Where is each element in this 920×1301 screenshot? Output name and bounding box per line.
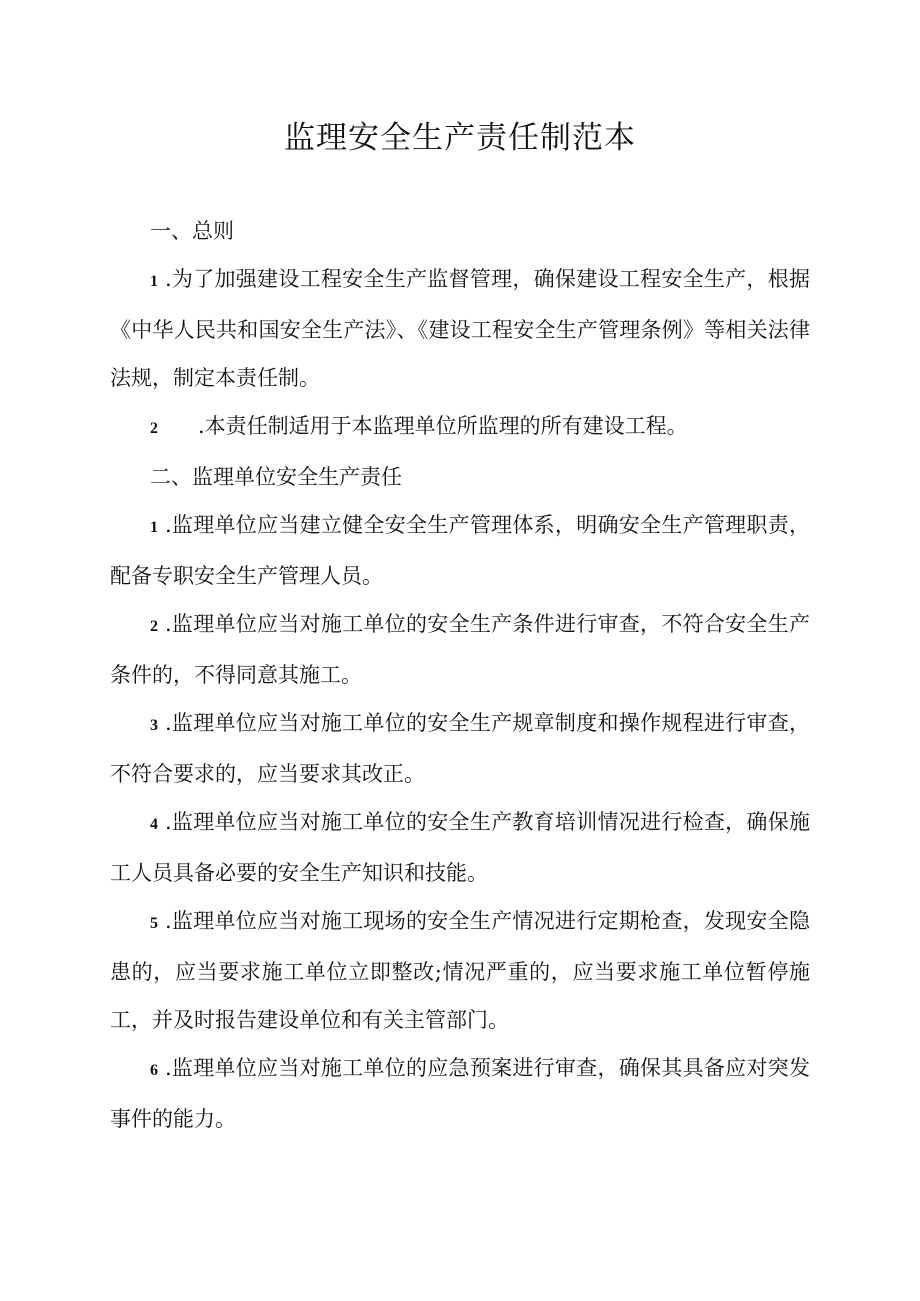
clause-text: .本责任制适用于本监理单位所监理的所有建设工程。	[198, 414, 688, 438]
clause-number: 2	[150, 618, 158, 635]
clause-2-3	[110, 699, 810, 798]
document-body	[110, 207, 810, 1143]
clause-2-1	[110, 501, 810, 600]
clause-text: .监理单位应当对施工现场的安全生产情况进行定期枪查，发现安全隐患的，应当要求施工单位立即整改;情况严重的，应当要求施工单位暂停施工，并及时报告建设单位和有关主管部门。	[110, 909, 810, 1032]
clause-number: 2	[150, 420, 158, 437]
clause-number: 1	[150, 273, 158, 290]
section-heading-general: 一、总则	[150, 219, 234, 243]
clause-number: 6	[150, 1062, 158, 1079]
clause-2-4	[110, 798, 810, 897]
clause-number: 5	[150, 915, 158, 932]
clause-text: .监理单位应当对施工单位的安全生产规章制度和操作规程进行审查，不符合要求的，应当要求其改正。	[110, 711, 810, 786]
clause-text: .监理单位应当对施工单位的安全生产条件进行审查，不符合安全生产条件的，不得同意其施工。	[110, 612, 810, 687]
clause-number: 4	[150, 816, 158, 833]
clause-text: .监理单位应当对施工单位的安全生产教育培训情况进行检查，确保施工人员具备必要的安全生产知识和技能。	[110, 810, 810, 885]
document-title: 监理安全生产责任制范本	[284, 120, 636, 156]
clause-text: .监理单位应当建立健全安全生产管理体系，明确安全生产管理职责，配备专职安全生产管理人员。	[110, 513, 810, 588]
clause-1-2	[110, 402, 810, 453]
clause-2-6	[110, 1044, 810, 1143]
clause-number: 1	[150, 519, 158, 536]
section-heading-responsibilities: 二、监理单位安全生产责任	[150, 465, 402, 489]
clause-text: .为了加强建设工程安全生产监督管理，确保建设工程安全生产，根据《中华人民共和国安全生产法》、《建设工程安全生产管理条例》等相关法律法规，制定本责任制。	[110, 267, 810, 390]
clause-2-5	[110, 897, 810, 1044]
clause-text: .监理单位应当对施工单位的应急预案进行审查，确保其具备应对突发事件的能力。	[110, 1056, 810, 1131]
clause-number: 3	[150, 717, 158, 734]
clause-2-2	[110, 600, 810, 699]
clause-1-1	[110, 255, 810, 402]
